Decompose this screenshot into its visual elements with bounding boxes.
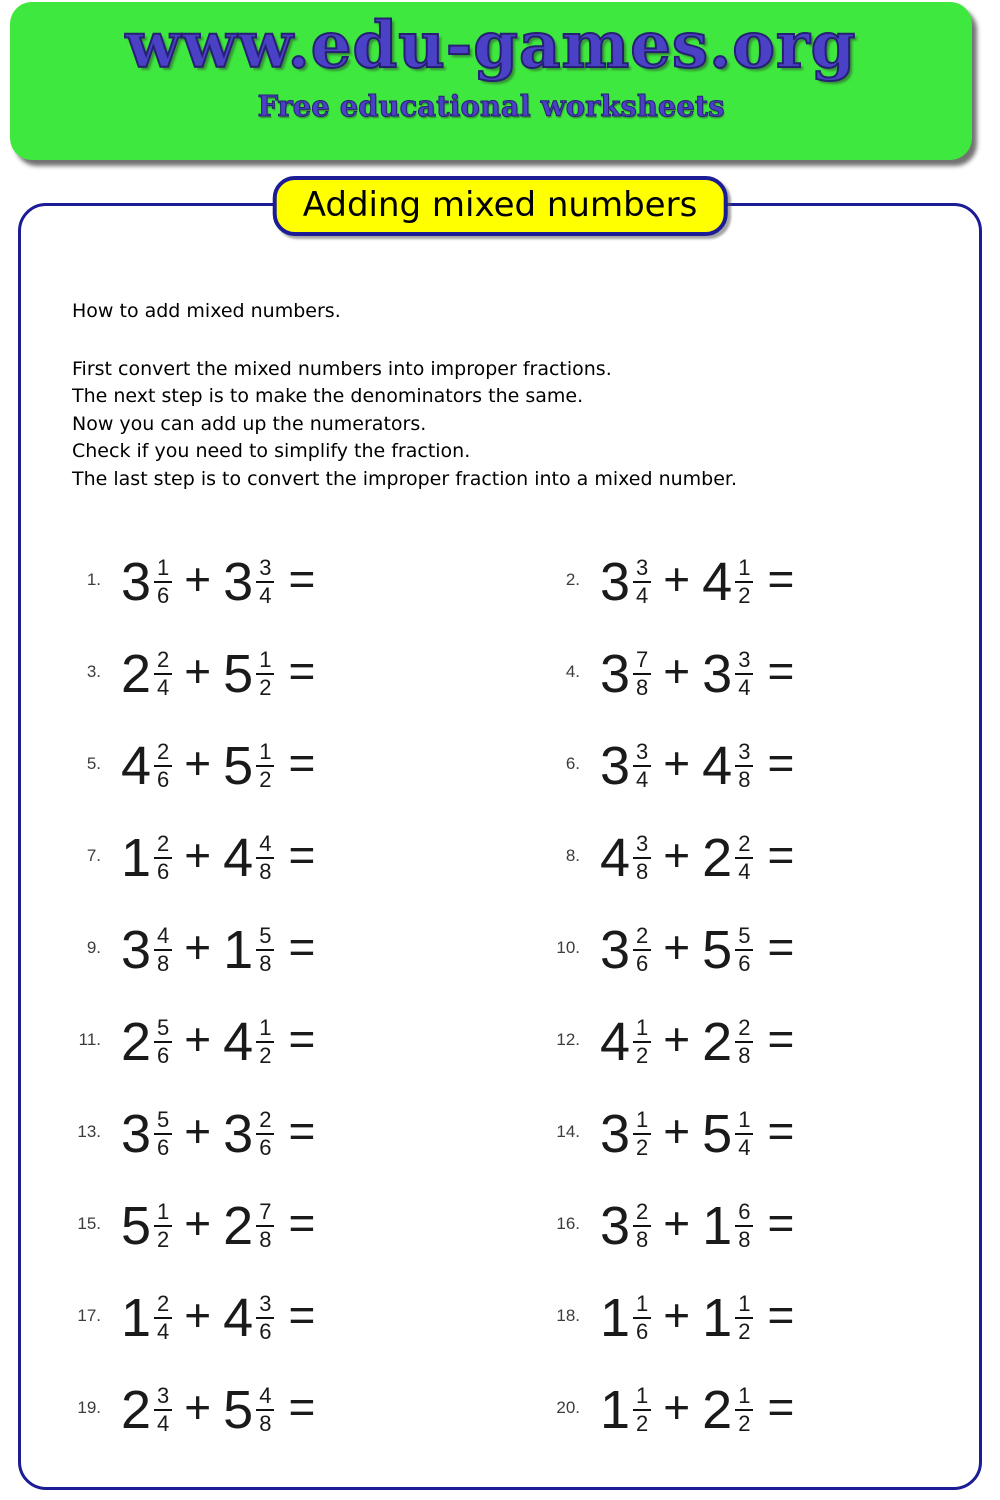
problem-number: 12.	[556, 1030, 580, 1049]
second-fraction-numerator: 1	[738, 1291, 751, 1316]
second-whole-number: 2	[702, 1380, 733, 1440]
second-whole-number: 2	[702, 1012, 733, 1072]
first-fraction-denominator: 8	[633, 857, 651, 883]
second-fraction-numerator: 7	[259, 1199, 272, 1224]
second-fraction-denominator: 2	[735, 1409, 753, 1435]
problem	[500, 1364, 979, 1456]
problem-expression	[600, 1104, 795, 1164]
first-fraction-numerator: 1	[157, 555, 170, 580]
first-fraction-numerator: 3	[636, 555, 649, 580]
second-fraction-denominator: 6	[735, 949, 753, 975]
first-fraction-denominator: 2	[633, 1041, 651, 1067]
first-whole-number: 1	[121, 1288, 152, 1348]
second-whole-number: 1	[702, 1288, 733, 1348]
first-whole-number: 1	[600, 1288, 631, 1348]
equals-sign: =	[767, 645, 795, 697]
second-fraction-numerator: 1	[259, 1015, 272, 1040]
second-fraction-denominator: 2	[735, 581, 753, 607]
first-whole-number: 3	[600, 736, 631, 796]
second-fraction-denominator: 4	[735, 1133, 753, 1159]
problem-number: 13.	[77, 1122, 101, 1141]
first-fraction	[633, 1293, 651, 1343]
second-fraction-numerator: 1	[738, 1383, 751, 1408]
first-whole-number: 3	[121, 1104, 152, 1164]
plus-sign: +	[663, 553, 691, 605]
first-whole-number: 2	[121, 1012, 152, 1072]
plus-sign: +	[184, 1013, 212, 1065]
second-fraction-denominator: 4	[735, 673, 753, 699]
equals-sign: =	[288, 1289, 316, 1341]
second-whole-number: 1	[223, 920, 254, 980]
first-fraction-numerator: 7	[636, 647, 649, 672]
plus-sign: +	[184, 1105, 212, 1157]
plus-sign: +	[184, 829, 212, 881]
first-fraction-numerator: 1	[636, 1383, 649, 1408]
first-fraction-numerator: 2	[636, 1199, 649, 1224]
first-fraction	[154, 1293, 172, 1343]
problem	[21, 1180, 500, 1272]
problem-number: 19.	[77, 1398, 101, 1417]
second-fraction	[256, 1017, 274, 1067]
first-fraction-numerator: 2	[157, 739, 170, 764]
first-whole-number: 5	[121, 1196, 152, 1256]
plus-sign: +	[663, 1197, 691, 1249]
problem	[500, 1272, 979, 1364]
first-fraction-denominator: 6	[633, 949, 651, 975]
first-fraction-denominator: 4	[154, 1409, 172, 1435]
equals-sign: =	[288, 1197, 316, 1249]
equals-sign: =	[767, 829, 795, 881]
second-whole-number: 5	[223, 644, 254, 704]
problem-number: 20.	[556, 1398, 580, 1417]
plus-sign: +	[663, 829, 691, 881]
problem-expression	[600, 736, 795, 796]
first-whole-number: 3	[600, 552, 631, 612]
second-whole-number: 4	[223, 828, 254, 888]
plus-sign: +	[184, 553, 212, 605]
first-whole-number: 1	[121, 828, 152, 888]
problem-expression	[600, 828, 795, 888]
plus-sign: +	[663, 1105, 691, 1157]
problem-number: 5.	[86, 754, 101, 773]
equals-sign: =	[767, 1197, 795, 1249]
first-fraction-denominator: 6	[154, 765, 172, 791]
second-fraction-numerator: 4	[259, 831, 272, 856]
first-fraction	[633, 649, 651, 699]
equals-sign: =	[288, 553, 316, 605]
second-fraction	[735, 925, 753, 975]
problem	[21, 628, 500, 720]
second-fraction-denominator: 8	[256, 1225, 274, 1251]
equals-sign: =	[288, 829, 316, 881]
instruction-line: The last step is to convert the improper fraction into a mixed number.	[72, 467, 738, 490]
first-fraction-denominator: 6	[154, 857, 172, 883]
second-whole-number: 4	[702, 736, 733, 796]
problem-expression	[121, 1380, 316, 1440]
instruction-line: First convert the mixed numbers into improper fractions.	[72, 357, 612, 380]
first-fraction	[633, 833, 651, 883]
plus-sign: +	[184, 1381, 212, 1433]
first-fraction-denominator: 6	[154, 1133, 172, 1159]
second-fraction-denominator: 6	[256, 1133, 274, 1159]
problem	[21, 996, 500, 1088]
worksheet-sheet	[18, 185, 982, 1490]
problem	[500, 996, 979, 1088]
problem-expression	[121, 736, 316, 796]
second-fraction-numerator: 6	[738, 1199, 751, 1224]
second-fraction-denominator: 8	[256, 857, 274, 883]
first-fraction	[154, 741, 172, 791]
problem-number: 1.	[86, 570, 101, 589]
second-fraction-denominator: 8	[735, 765, 753, 791]
equals-sign: =	[767, 1105, 795, 1157]
second-fraction-numerator: 1	[259, 647, 272, 672]
problem-number: 7.	[86, 846, 101, 865]
problem	[21, 812, 500, 904]
plus-sign: +	[184, 1289, 212, 1341]
second-fraction-denominator: 2	[256, 1041, 274, 1067]
first-fraction-numerator: 1	[157, 1199, 170, 1224]
first-fraction	[154, 925, 172, 975]
second-whole-number: 5	[223, 1380, 254, 1440]
equals-sign: =	[288, 645, 316, 697]
first-fraction-numerator: 4	[157, 923, 170, 948]
second-fraction	[256, 741, 274, 791]
problem-expression	[121, 1012, 316, 1072]
problem-expression	[121, 1104, 316, 1164]
plus-sign: +	[184, 921, 212, 973]
second-whole-number: 3	[223, 552, 254, 612]
plus-sign: +	[663, 1381, 691, 1433]
problem-expression	[121, 644, 316, 704]
first-fraction-denominator: 4	[154, 1317, 172, 1343]
first-fraction	[154, 649, 172, 699]
second-fraction-numerator: 4	[259, 1383, 272, 1408]
problems-grid	[21, 536, 979, 1456]
second-fraction-numerator: 5	[738, 923, 751, 948]
problem-number: 6.	[565, 754, 580, 773]
second-fraction-denominator: 4	[735, 857, 753, 883]
problem-number: 8.	[565, 846, 580, 865]
equals-sign: =	[288, 1105, 316, 1157]
first-fraction	[633, 557, 651, 607]
plus-sign: +	[663, 645, 691, 697]
site-tagline: Free educational worksheets	[257, 89, 725, 123]
problem	[21, 1364, 500, 1456]
worksheet-title: Adding mixed numbers	[302, 185, 698, 225]
problem-expression	[121, 1196, 316, 1256]
equals-sign: =	[767, 553, 795, 605]
equals-sign: =	[767, 1289, 795, 1341]
second-whole-number: 2	[223, 1196, 254, 1256]
second-fraction-denominator: 6	[256, 1317, 274, 1343]
second-fraction-denominator: 8	[735, 1225, 753, 1251]
first-fraction-denominator: 6	[154, 581, 172, 607]
second-fraction	[735, 649, 753, 699]
first-fraction	[154, 1201, 172, 1251]
second-fraction-numerator: 2	[738, 1015, 751, 1040]
first-fraction-denominator: 6	[633, 1317, 651, 1343]
second-fraction	[256, 649, 274, 699]
second-fraction-denominator: 8	[256, 949, 274, 975]
first-fraction-denominator: 8	[633, 673, 651, 699]
first-fraction-numerator: 2	[157, 647, 170, 672]
first-fraction	[154, 1109, 172, 1159]
first-fraction-numerator: 2	[157, 831, 170, 856]
problem-expression	[600, 552, 795, 612]
problem	[21, 536, 500, 628]
second-whole-number: 5	[702, 1104, 733, 1164]
second-fraction	[256, 925, 274, 975]
first-fraction	[633, 1109, 651, 1159]
plus-sign: +	[663, 1013, 691, 1065]
plus-sign: +	[184, 737, 212, 789]
first-whole-number: 3	[600, 920, 631, 980]
second-whole-number: 5	[702, 920, 733, 980]
problem-number: 18.	[556, 1306, 580, 1325]
site-header	[10, 2, 972, 160]
second-fraction-denominator: 4	[256, 581, 274, 607]
problem-number: 3.	[86, 662, 101, 681]
instruction-line: Check if you need to simplify the fraction.	[72, 440, 471, 462]
second-fraction-denominator: 8	[256, 1409, 274, 1435]
second-fraction-numerator: 3	[738, 647, 751, 672]
problem-number: 10.	[556, 938, 580, 957]
second-whole-number: 4	[223, 1288, 254, 1348]
equals-sign: =	[767, 737, 795, 789]
second-fraction-numerator: 1	[259, 739, 272, 764]
problem	[21, 1088, 500, 1180]
problem-number: 14.	[556, 1122, 580, 1141]
equals-sign: =	[767, 1381, 795, 1433]
problem	[500, 720, 979, 812]
first-fraction-denominator: 2	[633, 1133, 651, 1159]
second-whole-number: 2	[702, 828, 733, 888]
instruction-line: The next step is to make the denominators the same.	[72, 385, 584, 407]
first-fraction	[633, 1017, 651, 1067]
problem-expression	[600, 1012, 795, 1072]
equals-sign: =	[288, 921, 316, 973]
problem	[500, 904, 979, 996]
first-fraction	[154, 557, 172, 607]
equals-sign: =	[767, 921, 795, 973]
first-fraction-numerator: 2	[636, 923, 649, 948]
first-whole-number: 2	[121, 644, 152, 704]
first-fraction	[154, 833, 172, 883]
second-fraction	[735, 557, 753, 607]
first-fraction-denominator: 2	[633, 1409, 651, 1435]
problem	[500, 536, 979, 628]
second-whole-number: 1	[702, 1196, 733, 1256]
second-fraction-denominator: 8	[735, 1041, 753, 1067]
second-fraction	[256, 1201, 274, 1251]
second-whole-number: 3	[223, 1104, 254, 1164]
first-fraction-numerator: 1	[636, 1291, 649, 1316]
problem-expression	[600, 1288, 795, 1348]
first-fraction-denominator: 4	[154, 673, 172, 699]
problem	[500, 1088, 979, 1180]
problem-number: 9.	[86, 938, 101, 957]
plus-sign: +	[663, 921, 691, 973]
second-whole-number: 5	[223, 736, 254, 796]
problem	[500, 812, 979, 904]
problem	[500, 1180, 979, 1272]
second-fraction-numerator: 5	[259, 923, 272, 948]
first-whole-number: 4	[121, 736, 152, 796]
second-fraction	[735, 833, 753, 883]
problem-number: 16.	[556, 1214, 580, 1233]
site-title: www.edu-games.org	[125, 8, 857, 83]
problem	[21, 720, 500, 812]
second-fraction-denominator: 2	[256, 673, 274, 699]
equals-sign: =	[288, 1013, 316, 1065]
worksheet-title-badge	[273, 176, 728, 236]
plus-sign: +	[184, 1197, 212, 1249]
first-whole-number: 3	[600, 1196, 631, 1256]
second-fraction-numerator: 2	[738, 831, 751, 856]
first-fraction	[154, 1017, 172, 1067]
first-fraction	[633, 925, 651, 975]
plus-sign: +	[184, 645, 212, 697]
second-whole-number: 4	[223, 1012, 254, 1072]
second-whole-number: 4	[702, 552, 733, 612]
problem-expression	[600, 1380, 795, 1440]
instruction-line: Now you can add up the numerators.	[72, 412, 427, 435]
second-fraction	[256, 1293, 274, 1343]
first-fraction-denominator: 6	[154, 1041, 172, 1067]
equals-sign: =	[767, 1013, 795, 1065]
second-fraction-numerator: 3	[738, 739, 751, 764]
second-fraction	[256, 1109, 274, 1159]
problem-expression	[600, 1196, 795, 1256]
second-fraction-denominator: 2	[735, 1317, 753, 1343]
second-fraction-numerator: 1	[738, 555, 751, 580]
first-whole-number: 4	[600, 1012, 631, 1072]
problem	[21, 904, 500, 996]
plus-sign: +	[663, 737, 691, 789]
problem-number: 4.	[565, 662, 580, 681]
first-fraction	[633, 741, 651, 791]
second-fraction-numerator: 3	[259, 555, 272, 580]
second-fraction-numerator: 1	[738, 1107, 751, 1132]
second-whole-number: 3	[702, 644, 733, 704]
first-fraction-denominator: 4	[633, 765, 651, 791]
second-fraction	[256, 833, 274, 883]
first-fraction-numerator: 3	[636, 831, 649, 856]
first-whole-number: 1	[600, 1380, 631, 1440]
problem-number: 15.	[77, 1214, 101, 1233]
problem-expression	[600, 920, 795, 980]
second-fraction-numerator: 3	[259, 1291, 272, 1316]
intro-line: How to add mixed numbers.	[72, 300, 341, 322]
first-whole-number: 3	[600, 1104, 631, 1164]
problem-number: 17.	[77, 1306, 101, 1325]
problem	[21, 1272, 500, 1364]
first-fraction-numerator: 1	[636, 1107, 649, 1132]
first-fraction-denominator: 2	[154, 1225, 172, 1251]
second-fraction	[735, 1385, 753, 1435]
first-fraction-numerator: 5	[157, 1015, 170, 1040]
first-fraction-denominator: 4	[633, 581, 651, 607]
first-whole-number: 3	[600, 644, 631, 704]
second-fraction	[256, 557, 274, 607]
second-fraction	[735, 1109, 753, 1159]
equals-sign: =	[288, 1381, 316, 1433]
second-fraction	[256, 1385, 274, 1435]
problem-expression	[121, 1288, 316, 1348]
plus-sign: +	[663, 1289, 691, 1341]
first-fraction-numerator: 1	[636, 1015, 649, 1040]
first-whole-number: 4	[600, 828, 631, 888]
problem-expression	[121, 552, 316, 612]
first-fraction	[633, 1201, 651, 1251]
problem-expression	[600, 644, 795, 704]
second-fraction	[735, 1201, 753, 1251]
problem	[500, 628, 979, 720]
problem-expression	[121, 920, 316, 980]
problem-number: 2.	[565, 570, 580, 589]
first-whole-number: 3	[121, 552, 152, 612]
problem-expression	[121, 828, 316, 888]
first-whole-number: 2	[121, 1380, 152, 1440]
first-fraction-numerator: 5	[157, 1107, 170, 1132]
first-fraction-denominator: 8	[633, 1225, 651, 1251]
second-fraction	[735, 741, 753, 791]
problem-number: 11.	[78, 1030, 101, 1049]
first-fraction	[633, 1385, 651, 1435]
first-whole-number: 3	[121, 920, 152, 980]
first-fraction-denominator: 8	[154, 949, 172, 975]
first-fraction	[154, 1385, 172, 1435]
second-fraction	[735, 1293, 753, 1343]
first-fraction-numerator: 3	[157, 1383, 170, 1408]
second-fraction-numerator: 2	[259, 1107, 272, 1132]
instructions-block	[72, 298, 949, 493]
second-fraction	[735, 1017, 753, 1067]
second-fraction-denominator: 2	[256, 765, 274, 791]
equals-sign: =	[288, 737, 316, 789]
first-fraction-numerator: 3	[636, 739, 649, 764]
first-fraction-numerator: 2	[157, 1291, 170, 1316]
